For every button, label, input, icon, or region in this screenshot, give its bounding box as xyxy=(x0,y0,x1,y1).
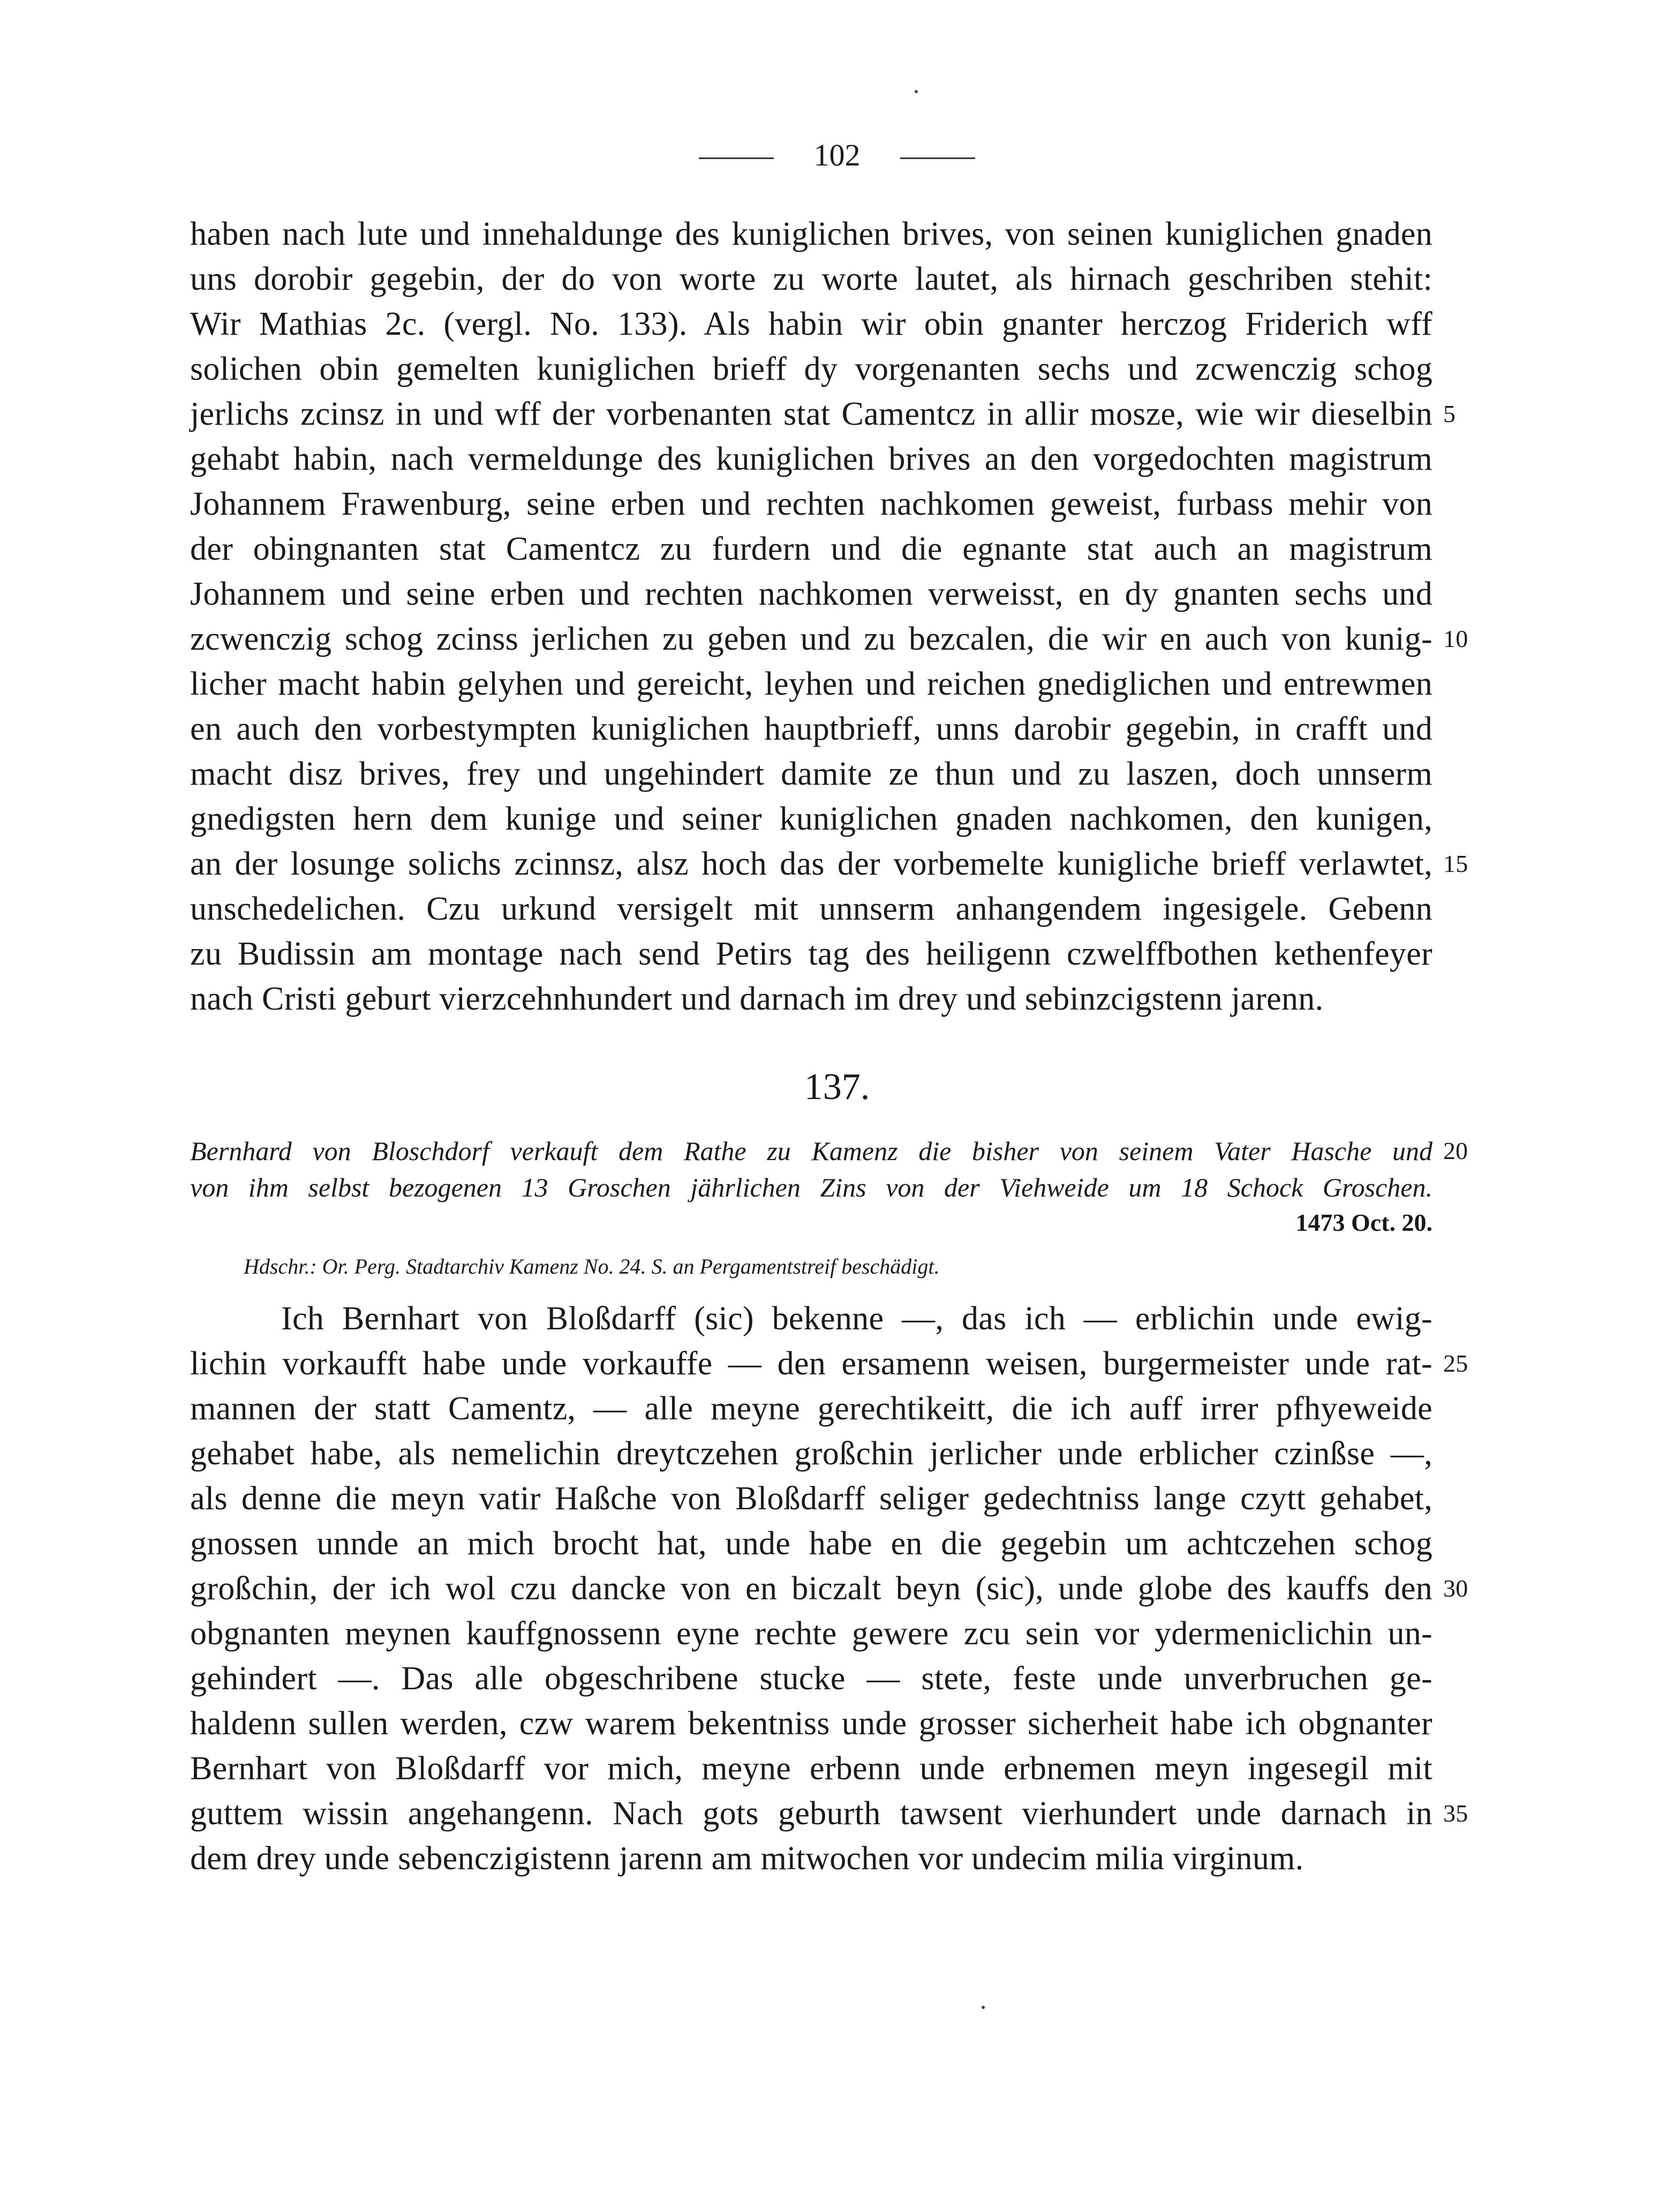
text-line: großchin, der ich wol czu dancke von en biczalt beyn (sic), unde globe des kauffs den 30 xyxy=(190,1566,1432,1611)
source-note: Hdschr.: Or. Perg. Stadtarchiv Kamenz No. 24. S. an Pergamentstreif beschädigt. xyxy=(244,1254,940,1278)
text-line: gehabt habin, nach vermeldunge des kuniglichen brives an den vorgedochten magistrum xyxy=(190,441,1432,477)
scan-speck xyxy=(915,90,918,93)
text-line: uns dorobir gegebin, der do von worte zu worte lautet, als hirnach geschriben stehit: xyxy=(190,261,1432,297)
text-line: zcwenczig schog zcinss jerlichen zu geben und zu bezcalen, die wir en auch von kunig- 10 xyxy=(190,616,1432,661)
text-line: Wir Mathias 2c. (vergl. No. 133). Als habin wir obin gnanter herczog Friderich wff xyxy=(190,306,1432,342)
text-line: en auch den vorbestympten kuniglichen hauptbrieff, unns darobir gegebin, in crafft und xyxy=(190,711,1432,747)
text-line: obgnanten meynen kauffgnossenn eyne rechte gewere zcu sein vor ydermeniclichin un- xyxy=(190,1615,1432,1652)
text-line: solichen obin gemelten kuniglichen brieff dy vorgenanten sechs und zcwenczig schog xyxy=(190,351,1432,387)
text-line: gnedigsten hern dem kunige und seiner kuniglichen gnaden nachkomen, den kunigen, xyxy=(190,801,1432,837)
line-number: 15 xyxy=(1443,850,1468,877)
page-header xyxy=(0,134,1674,177)
line-number: 35 xyxy=(1443,1800,1468,1827)
text-line: lichin vorkaufft habe unde vorkauffe — den ersamenn weisen, burgermeister unde rat- 25 xyxy=(190,1341,1432,1386)
header-rule-left xyxy=(699,157,774,159)
text-line: haben nach lute und innehaldunge des kuniglichen brives, von seinen kuniglichen gnaden xyxy=(190,216,1432,252)
text-line: dem drey unde sebenczigistenn jarenn am mitwochen vor undecim milia virginum. xyxy=(190,1840,1304,1877)
text-line: jerlichs zcinsz in und wff der vorbenanten stat Camentcz in allir mosze, wie wir dieselbin 5 xyxy=(190,392,1432,437)
text-line: licher macht habin gelyhen und gereicht, leyhen und reichen gnediglichen und entrewmen xyxy=(190,666,1432,702)
text-line: gehindert —. Das alle obgeschribene stucke — stete, feste unde unverbruchen ge- xyxy=(190,1660,1432,1697)
line-number: 5 xyxy=(1443,400,1456,427)
regest-line: von ihm selbst bezogenen 13 Groschen jährlichen Zins von der Viehweide um 18 Schock Groschen. xyxy=(190,1172,1432,1202)
text-line: macht disz brives, frey und ungehindert damite ze thun und zu laszen, doch unnserm xyxy=(190,756,1432,792)
text-line: Johannem und seine erben und rechten nachkomen verweisst, en dy gnanten sechs und xyxy=(190,576,1432,612)
text-line: gnossen unnde an mich brocht hat, unde habe en die gegebin um achtczehen schog xyxy=(190,1525,1432,1562)
page-number: 102 xyxy=(813,138,861,172)
text-line: Bernhart von Bloßdarff vor mich, meyne erbenn unde erbnemen meyn ingesegil mit xyxy=(190,1750,1432,1787)
text-line: gehabet habe, als nemelichin dreytczehen großchin jerlicher unde erblicher czinßse —, xyxy=(190,1435,1432,1472)
line-number: 30 xyxy=(1443,1575,1468,1602)
text-line: Johannem Frawenburg, seine erben und rechten nachkomen geweist, furbass mehir von xyxy=(190,486,1432,522)
continued-text xyxy=(190,212,1468,1021)
line-number: 20 xyxy=(1443,1137,1468,1164)
text-line: an der losunge solichs zcinnsz, alsz hoch das der vorbemelte kunigliche brieff verlawtet, 15 xyxy=(190,841,1432,886)
text-line: als denne die meyn vatir Haßche von Bloßdarff seliger gedechtniss lange czytt gehabet, xyxy=(190,1480,1432,1517)
line-number: 10 xyxy=(1443,625,1468,652)
text-line: nach Cristi geburt vierzcehnhundert und darnach im drey und sebinzcigstenn jarenn. xyxy=(190,981,1324,1017)
regest-summary xyxy=(190,1133,1468,1240)
text-line: unschedelichen. Czu urkund versigelt mit unnserm anhangendem ingesigele. Gebenn xyxy=(190,891,1432,927)
scan-speck xyxy=(982,2006,985,2009)
charter-text xyxy=(190,1296,1468,1881)
text-line: haldenn sullen werden, czw warem bekentniss unde grosser sicherheit habe ich obgnanter xyxy=(190,1705,1432,1742)
document-date: 1473 Oct. 20. xyxy=(1295,1209,1432,1236)
text-line: der obingnanten stat Camentcz zu furdern und die egnante stat auch an magistrum xyxy=(190,531,1432,567)
line-number: 25 xyxy=(1443,1350,1468,1377)
header-rule-right xyxy=(900,157,975,159)
text-line: Ich Bernhart von Bloßdarff (sic) bekenne —, das ich — erblichin unde ewig- xyxy=(281,1300,1432,1337)
text-line: zu Budissin am montage nach send Petirs tag des heiligenn czwelffbothen kethenfeyer xyxy=(190,936,1432,972)
text-line: mannen der statt Camentz, — alle meyne gerechtikeitt, die ich auff irrer pfhyeweide xyxy=(190,1390,1432,1427)
text-line: guttem wissin angehangenn. Nach gots geburth tawsent vierhundert unde darnach in 35 xyxy=(190,1791,1432,1836)
document-number: 137. xyxy=(804,1066,870,1108)
regest-line: Bernhard von Bloschdorf verkauft dem Rathe zu Kamenz die bisher von seinem Vater Hasche und 20 xyxy=(190,1133,1432,1169)
